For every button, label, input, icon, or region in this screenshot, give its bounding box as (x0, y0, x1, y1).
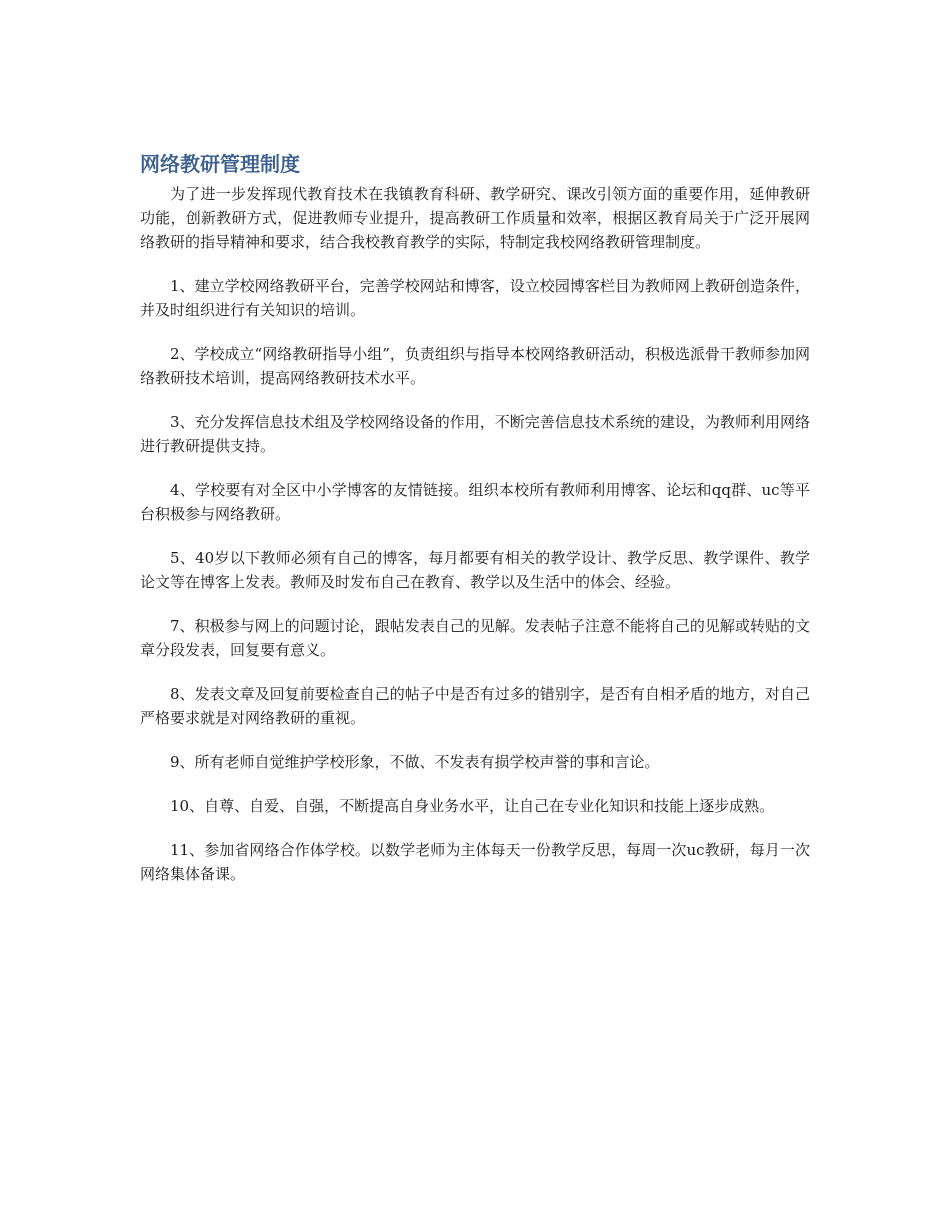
rule-item-11: 11、参加省网络合作体学校。以数学老师为主体每天一份教学反思，每周一次uc教研，每月一次网络集体备课。 (140, 841, 810, 883)
rule-item-4: 4、学校要有对全区中小学博客的友情链接。组织本校所有教师利用博客、论坛和qq群、uc等平台积极参与网络教研。 (140, 481, 810, 523)
rule-item-7: 7、积极参与网上的问题讨论，跟帖发表自己的见解。发表帖子注意不能将自己的见解或转贴的文章分段发表，回复要有意义。 (140, 617, 810, 659)
rule-item-1: 1、建立学校网络教研平台，完善学校网站和博客，设立校园博客栏目为教师网上教研创造条件，并及时组织进行有关知识的培训。 (140, 277, 810, 319)
intro-paragraph: 为了进一步发挥现代教育技术在我镇教育科研、教学研究、课改引领方面的重要作用，延伸教研功能，创新教研方式，促进教师专业提升，提高教研工作质量和效率，根据区教育局关于广泛开展网络教研的指导精神和要求，结合我校教育教学的实际，特制定我校网络教研管理制度。 (140, 185, 810, 251)
rule-item-2: 2、学校成立“网络教研指导小组”，负责组织与指导本校网络教研活动，积极选派骨干教师参加网络教研技术培训，提高网络教研技术水平。 (140, 345, 810, 387)
document-page (140, 150, 810, 906)
rule-item-8: 8、发表文章及回复前要检查自己的帖子中是否有过多的错别字，是否有自相矛盾的地方，对自己严格要求就是对网络教研的重视。 (140, 685, 810, 727)
document-title: 网络教研管理制度 (140, 152, 300, 176)
rule-item-9: 9、所有老师自觉维护学校形象，不做、不发表有损学校声誉的事和言论。 (170, 753, 660, 771)
rule-item-5: 5、40岁以下教师必须有自己的博客，每月都要有相关的教学设计、教学反思、教学课件、教学论文等在博客上发表。教师及时发布自己在教育、教学以及生活中的体会、经验。 (140, 549, 810, 591)
rule-item-10: 10、自尊、自爱、自强，不断提高自身业务水平，让自己在专业化知识和技能上逐步成熟。 (170, 797, 775, 815)
rule-item-3: 3、充分发挥信息技术组及学校网络设备的作用，不断完善信息技术系统的建设，为教师利用网络进行教研提供支持。 (140, 413, 810, 455)
